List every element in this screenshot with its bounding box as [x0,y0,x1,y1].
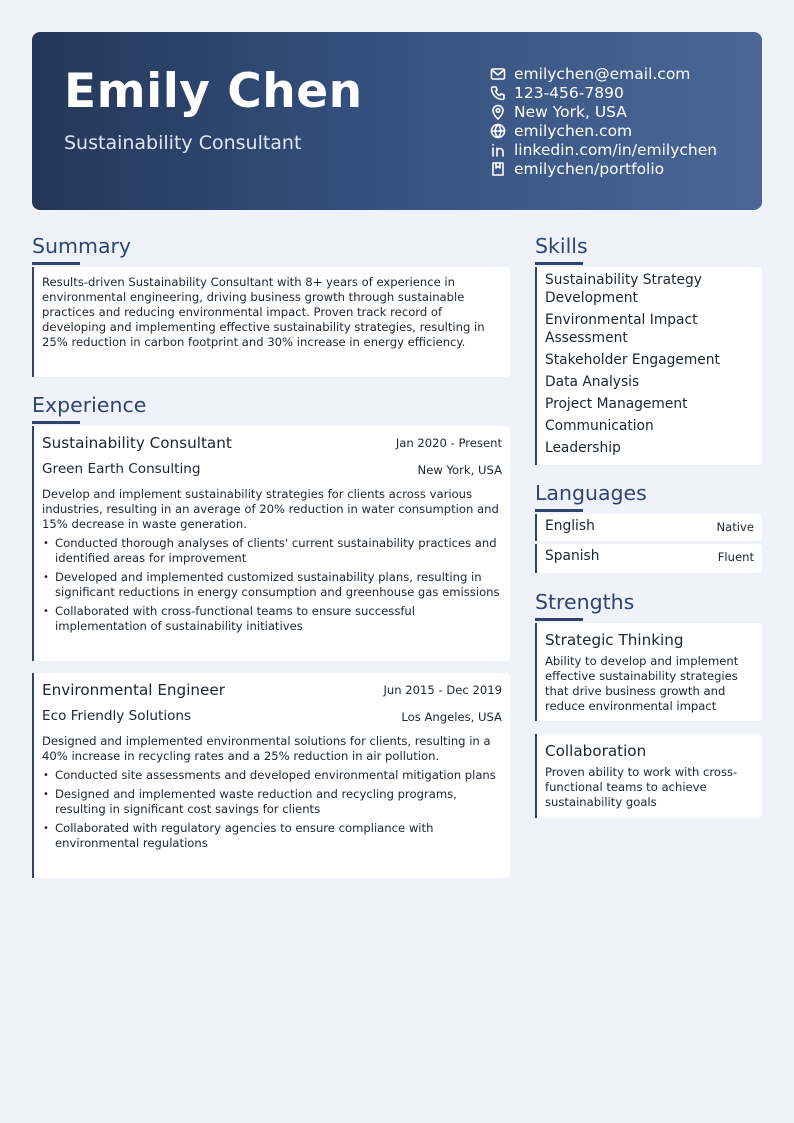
strength-title: Collaboration [545,742,647,760]
skill-item: Sustainability Strategy Development [545,272,702,306]
portfolio-icon [489,160,506,177]
experience-heading: Experience [32,393,147,417]
job-description: Develop and implement sustainability strategies for clients across various industries, resulting in an average of 20% reduction in water consumption and 15% decrease in waste generation. [42,487,499,531]
contact-email-text: emilychen@email.com [514,64,691,83]
job-company: Eco Friendly Solutions [42,708,192,724]
contact-linkedin-text: linkedin.com/in/emilychen [514,140,718,159]
strengths-heading: Strengths [535,590,635,614]
summary-card [32,267,510,377]
language-name: Spanish [545,548,600,564]
skills-list [537,267,762,457]
job-bullet: • Collaborated with cross-functional teams to ensure successful implementation of sustainability initiatives [42,604,502,634]
candidate-title: Sustainability Consultant [64,132,302,154]
strength-description: Proven ability to work with cross-functional teams to achieve sustainability goals [545,765,738,809]
job-company: Green Earth Consulting [42,461,201,477]
language-name: English [545,518,595,534]
language-item [535,514,762,541]
strength-title: Strategic Thinking [545,631,684,649]
skill-item: Environmental Impact Assessment [545,312,698,346]
globe-icon [489,122,506,139]
job-bullet: • Conducted site assessments and developed environmental mitigation plans [42,768,502,783]
job-dates: Jun 2015 - Dec 2019 [383,683,502,697]
languages-heading: Languages [535,481,647,505]
skill-item: Stakeholder Engagement [545,352,720,368]
candidate-name: Emily Chen [64,64,363,119]
contact-portfolio[interactable] [489,159,717,178]
resume-header [32,32,762,210]
contact-location-text: New York, USA [514,102,627,121]
job-bullets [42,768,502,855]
contact-linkedin[interactable] [489,140,717,159]
skill-item: Project Management [545,396,688,412]
skills-heading: Skills [535,234,588,258]
job-location: New York, USA [417,463,502,477]
contact-website-text: emilychen.com [514,121,633,140]
job-bullet: • Designed and implemented waste reduction and recycling programs, resulting in significant cost savings for clients [42,787,502,817]
contact-phone[interactable] [489,83,717,102]
strength-description: Ability to develop and implement effective sustainability strategies that drive business growth and reduce environmental impact [545,654,739,713]
contact-portfolio-text: emilychen/portfolio [514,159,665,178]
contact-website[interactable] [489,121,717,140]
contact-email[interactable] [489,64,717,83]
language-level: Fluent [717,550,754,564]
contact-list [489,64,717,178]
skill-item: Communication [545,418,654,434]
job-bullet: • Collaborated with regulatory agencies to ensure compliance with environmental regulations [42,821,502,851]
summary-text: Results-driven Sustainability Consultant with 8+ years of experience in environmental engineering, driving business growth through sustainable practices and reducing environmental impact. Proven track record of developing and implementing effective sustainability strategies, resulting in 25% reduction in carbon footprint and 30% increase in energy efficiency. [42,275,485,349]
phone-icon [489,84,506,101]
job-bullet: • Conducted thorough analyses of clients' current sustainability practices and identified areas for improvement [42,536,502,566]
job-bullets [42,536,502,638]
experience-item [32,426,510,661]
linkedin-icon [489,141,506,158]
location-pin-icon [489,103,506,120]
contact-location [489,102,717,121]
job-location: Los Angeles, USA [401,710,502,724]
summary-heading: Summary [32,234,132,258]
contact-phone-text: 123-456-7890 [514,83,624,102]
experience-item [32,673,510,878]
skill-item: Data Analysis [545,374,640,390]
job-title: Environmental Engineer [42,681,225,699]
strength-item [535,623,762,721]
job-dates: Jan 2020 - Present [395,436,502,450]
skills-card [535,267,762,465]
language-item [535,544,762,573]
strength-item [535,734,762,818]
skill-item: Leadership [545,440,621,456]
job-title: Sustainability Consultant [42,434,232,452]
language-level: Native [716,520,754,534]
email-icon [489,65,506,82]
job-bullet: • Developed and implemented customized sustainability plans, resulting in significant reductions in energy consumption and greenhouse gas emissions [42,570,502,600]
job-description: Designed and implemented environmental solutions for clients, resulting in a 40% increase in recycling rates and a 25% reduction in air pollution. [42,734,491,763]
